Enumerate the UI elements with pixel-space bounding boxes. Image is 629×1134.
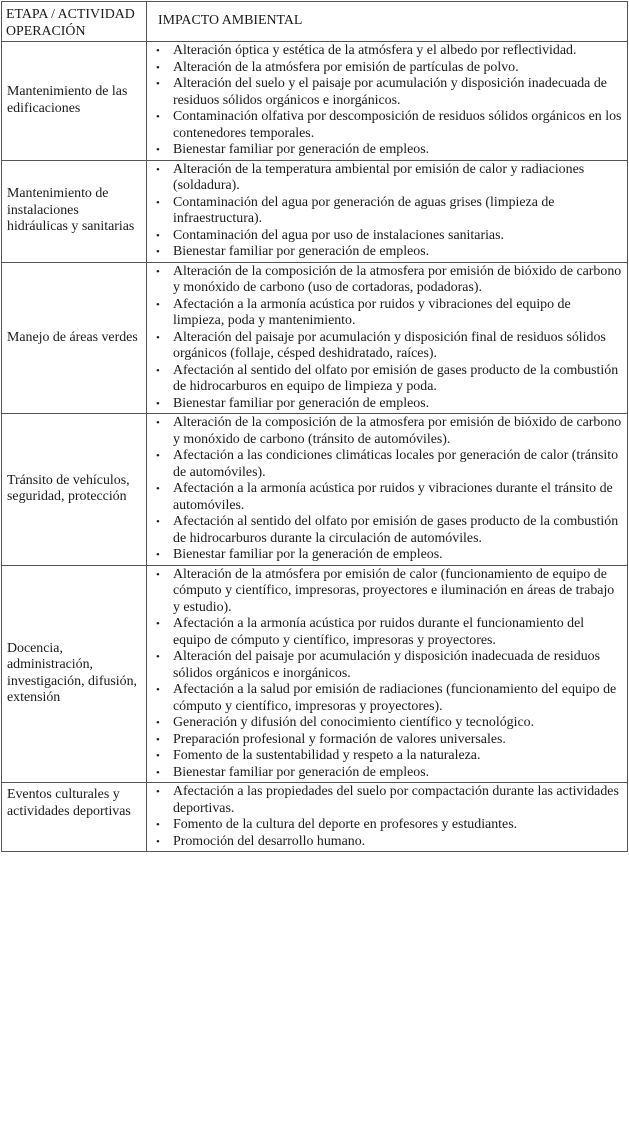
impact-item (147, 732, 624, 749)
bullet-icon: • (156, 750, 160, 762)
impact-item (147, 784, 624, 817)
impact-text: Fomento de la sustentabilidad y respeto a la naturaleza. (173, 748, 481, 763)
impact-column-header: IMPACTO AMBIENTAL (147, 2, 628, 42)
table-row (2, 42, 628, 161)
bullet-icon: • (156, 45, 160, 57)
impact-text: Bienestar familiar por generación de empleos. (173, 244, 430, 259)
impact-list (147, 263, 624, 414)
impact-text: Afectación al sentido del olfato por emisión de gases producto de la combustión de hidrocarburos durante la circulación de automóviles. (173, 514, 619, 546)
impact-cell (147, 783, 628, 852)
impact-item (147, 297, 624, 330)
impact-item (147, 547, 624, 564)
impact-item (147, 448, 624, 481)
impact-text: Contaminación del agua por generación de aguas grises (limpieza de infraestructura). (173, 194, 555, 226)
impact-item (147, 481, 624, 514)
impact-text: Alteración del paisaje por acumulación y disposición inadecuada de residuos sólidos orgánicos e inorgánicos. (173, 649, 600, 681)
impact-cell (147, 414, 628, 566)
stage-cell: Docencia, administración, investigación, difusión, extensión (2, 565, 147, 783)
impact-item (147, 514, 624, 547)
impact-text: Alteración de la atmósfera por emisión de partículas de polvo. (173, 59, 519, 75)
impact-item (147, 43, 624, 60)
stage-cell: Mantenimiento de instalaciones hidráulicas y sanitarias (2, 160, 147, 262)
impact-list (147, 161, 624, 262)
impact-cell (147, 160, 628, 262)
bullet-icon: • (156, 549, 160, 561)
bullet-icon: • (156, 196, 160, 209)
impact-cell (147, 42, 628, 161)
impact-item (147, 817, 624, 834)
impact-item (147, 649, 624, 682)
bullet-icon: • (156, 516, 160, 528)
impact-text: Afectación a las condiciones climáticas locales por generación de calor (tránsito de automóviles). (173, 448, 619, 480)
table-row (2, 262, 628, 414)
impact-text: Afectación a las propiedades del suelo por compactación durante las actividades deportivas. (173, 784, 619, 816)
impact-text: Afectación a la salud por emisión de radiaciones (funcionamiento del equipo de cómputo y científico, impresoras y proyectores). (173, 682, 617, 714)
bullet-icon: • (156, 246, 160, 258)
impact-item (147, 748, 624, 765)
table-header-row (2, 2, 628, 42)
impact-text: Afectación al sentido del olfato por emisión de gases producto de la combustión de hidrocarburos en equipo de limpieza y poda. (173, 362, 619, 394)
stage-cell: Mantenimiento de las edificaciones (2, 42, 147, 161)
impact-item (147, 715, 624, 732)
impact-text: Contaminación olfativa por descomposición de residuos sólidos orgánicos en los contenedores temporales. (173, 109, 622, 141)
bullet-icon: • (156, 265, 160, 278)
bullet-icon: • (156, 651, 160, 663)
bullet-icon: • (156, 766, 160, 779)
impact-list (147, 783, 624, 851)
impact-text: Alteración de la composición de la atmosfera por emisión de bióxido de carbono y monóxido de carbono (uso de cortadoras, podadoras). (173, 263, 622, 295)
bullet-icon: • (156, 835, 160, 848)
impact-item (147, 142, 624, 159)
stage-cell: Tránsito de vehículos, seguridad, protección (2, 414, 147, 566)
bullet-icon: • (156, 364, 160, 377)
impact-list (147, 42, 624, 160)
bullet-icon: • (156, 786, 160, 798)
bullet-icon: • (156, 450, 160, 462)
impact-text: Afectación a la armonía acústica por ruidos y vibraciones del equipo de limpieza, poda y mantenimiento. (173, 296, 571, 328)
stage-cell: Eventos culturales y actividades deportivas (2, 783, 147, 852)
impact-item (147, 765, 624, 782)
bullet-icon: • (156, 819, 160, 831)
impact-item (147, 415, 624, 448)
impact-text: Promoción del desarrollo humano. (173, 833, 366, 849)
table-row (2, 783, 628, 852)
bullet-icon: • (156, 298, 160, 311)
stage-cell: Manejo de áreas verdes (2, 262, 147, 414)
impact-text: Alteración de la temperatura ambiental por emisión de calor y radiaciones (soldadura). (173, 161, 585, 193)
bullet-icon: • (156, 684, 160, 696)
impact-text: Alteración del suelo y el paisaje por acumulación y disposición inadecuada de residuos sólidos orgánicos e inorgánicos. (173, 76, 607, 108)
impact-text: Afectación a la armonía acústica por ruidos y vibraciones durante el tránsito de automóviles. (173, 481, 613, 513)
bullet-icon: • (156, 483, 160, 495)
impact-item (147, 616, 624, 649)
bullet-icon: • (156, 618, 160, 630)
impact-cell (147, 565, 628, 783)
table-row (2, 414, 628, 566)
impact-item (147, 244, 624, 261)
impact-text: Bienestar familiar por generación de empleos. (173, 142, 430, 157)
impact-item (147, 330, 624, 363)
impact-item (147, 60, 624, 77)
impact-item (147, 109, 624, 142)
bullet-icon: • (156, 717, 160, 729)
bullet-icon: • (156, 163, 160, 176)
impact-item (147, 567, 624, 617)
stage-column-header: ETAPA / ACTIVIDAD OPERACIÓN (2, 2, 147, 42)
impact-item (147, 264, 624, 297)
bullet-icon: • (156, 568, 160, 581)
environmental-impact-table (1, 1, 628, 852)
impact-text: Bienestar familiar por generación de empleos. (173, 764, 430, 780)
impact-item (147, 363, 624, 396)
impact-cell (147, 262, 628, 414)
impact-list (147, 414, 624, 565)
impact-text: Contaminación del agua por uso de instalaciones sanitarias. (173, 227, 504, 243)
bullet-icon: • (156, 397, 160, 410)
impact-text: Bienestar familiar por generación de empleos. (173, 395, 430, 411)
impact-item (147, 396, 624, 413)
impact-text: Bienestar familiar por la generación de empleos. (173, 547, 443, 562)
bullet-icon: • (156, 61, 160, 74)
impact-text: Afectación a la armonía acústica por ruidos durante el funcionamiento del equipo de cómputo y científico, impresoras y proyectores. (173, 616, 585, 648)
bullet-icon: • (156, 417, 160, 429)
table-body (2, 42, 628, 852)
bullet-icon: • (156, 733, 160, 746)
impact-text: Generación y difusión del conocimiento científico y tecnológico. (173, 715, 535, 730)
impact-item (147, 834, 624, 851)
impact-text: Alteración de la composición de la atmosfera por emisión de bióxido de carbono y monóxido de carbono (tránsito de automóviles). (173, 415, 622, 447)
bullet-icon: • (156, 331, 160, 344)
impact-item (147, 162, 624, 195)
table-row (2, 565, 628, 783)
bullet-icon: • (156, 144, 160, 156)
impact-text: Fomento de la cultura del deporte en profesores y estudiantes. (173, 817, 518, 832)
bullet-icon: • (156, 111, 160, 123)
bullet-icon: • (156, 229, 160, 242)
impact-list (147, 566, 624, 783)
impact-item (147, 195, 624, 228)
impact-text: Alteración de la atmósfera por emisión de calor (funcionamiento de equipo de cómputo y científico, impresoras, proyectores e iluminación en áreas de trabajo y estudio). (173, 566, 615, 615)
impact-text: Preparación profesional y formación de valores universales. (173, 731, 506, 747)
table-row (2, 160, 628, 262)
impact-text: Alteración óptica y estética de la atmósfera y el albedo por reflectividad. (173, 43, 577, 58)
impact-item (147, 228, 624, 245)
impact-item (147, 76, 624, 109)
bullet-icon: • (156, 78, 160, 90)
impact-text: Alteración del paisaje por acumulación y disposición final de residuos sólidos orgánicos (follaje, césped deshidratado, raíces). (173, 329, 606, 361)
impact-item (147, 682, 624, 715)
